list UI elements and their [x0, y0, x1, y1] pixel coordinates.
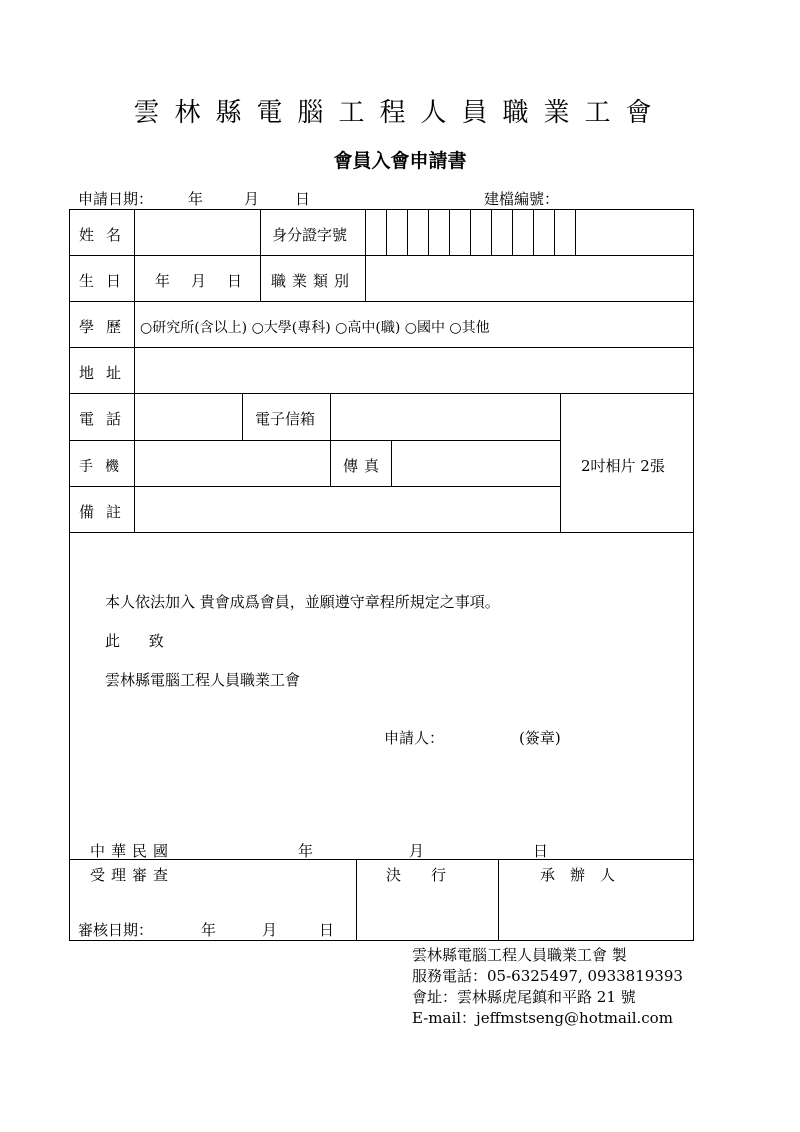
roc-label: 中華民國 — [90, 842, 175, 860]
roc-day-label: 日 — [533, 842, 549, 860]
roc-month-label: 月 — [409, 842, 425, 860]
photo-note: 2吋相片 2張 — [581, 457, 665, 475]
apply-year-label: 年 — [188, 190, 204, 208]
footer-phone: 服務電話：05-6325497, 0933819393 — [412, 967, 683, 985]
handler-label: 承 辦 人 — [540, 866, 616, 884]
address-label: 地址 — [79, 364, 134, 382]
job-type-label: 職業類別 — [271, 272, 356, 290]
birth-month-label: 月 — [191, 272, 207, 290]
fax-label: 傳真 — [343, 457, 386, 475]
review-label: 受理審查 — [90, 866, 175, 884]
mobile-label: 手機 — [79, 459, 131, 475]
birth-year-label: 年 — [155, 272, 171, 290]
apply-day-label: 日 — [295, 190, 311, 208]
roc-year-label: 年 — [298, 842, 314, 860]
declaration-recipient: 雲林縣電腦工程人員職業工會 — [105, 671, 301, 689]
decision-label: 決 行 — [386, 866, 447, 884]
birth-label: 生日 — [79, 272, 134, 290]
form-title: 會員入會申請書 — [333, 150, 467, 172]
seal-label: (簽章) — [519, 729, 561, 747]
id-number-label: 身分證字號 — [272, 226, 348, 244]
footer-address: 會址：雲林縣虎尾鎮和平路 21 號 — [412, 988, 636, 1006]
phone-label: 電話 — [79, 410, 134, 428]
email-label: 電子信箱 — [255, 410, 316, 428]
name-label: 姓名 — [79, 226, 134, 244]
file-number-label: 建檔編號： — [484, 190, 560, 208]
review-month-label: 月 — [262, 921, 278, 939]
education-label: 學歷 — [79, 318, 134, 336]
apply-date-label: 申請日期： — [78, 190, 154, 208]
footer-maker: 雲林縣電腦工程人員職業工會 製 — [412, 946, 627, 964]
org-title: 雲林縣電腦工程人員職業工會 — [133, 98, 667, 128]
review-date-label: 審核日期： — [78, 921, 154, 939]
review-day-label: 日 — [319, 921, 335, 939]
apply-month-label: 月 — [244, 190, 260, 208]
remarks-label: 備註 — [79, 503, 134, 521]
review-year-label: 年 — [201, 921, 217, 939]
footer-email[interactable]: E-mail：jeffmstseng@hotmail.com — [412, 1009, 673, 1027]
declaration-greeting: 此 致 — [105, 632, 176, 650]
education-options[interactable]: ○研究所(含以上) ○大學(專科) ○高中(職) ○國中 ○其他 — [140, 320, 490, 336]
birth-day-label: 日 — [227, 272, 243, 290]
declaration-statement: 本人依法加入 貴會成爲會員，並願遵守章程所規定之事項。 — [105, 593, 500, 611]
applicant-label: 申請人： — [384, 729, 445, 747]
